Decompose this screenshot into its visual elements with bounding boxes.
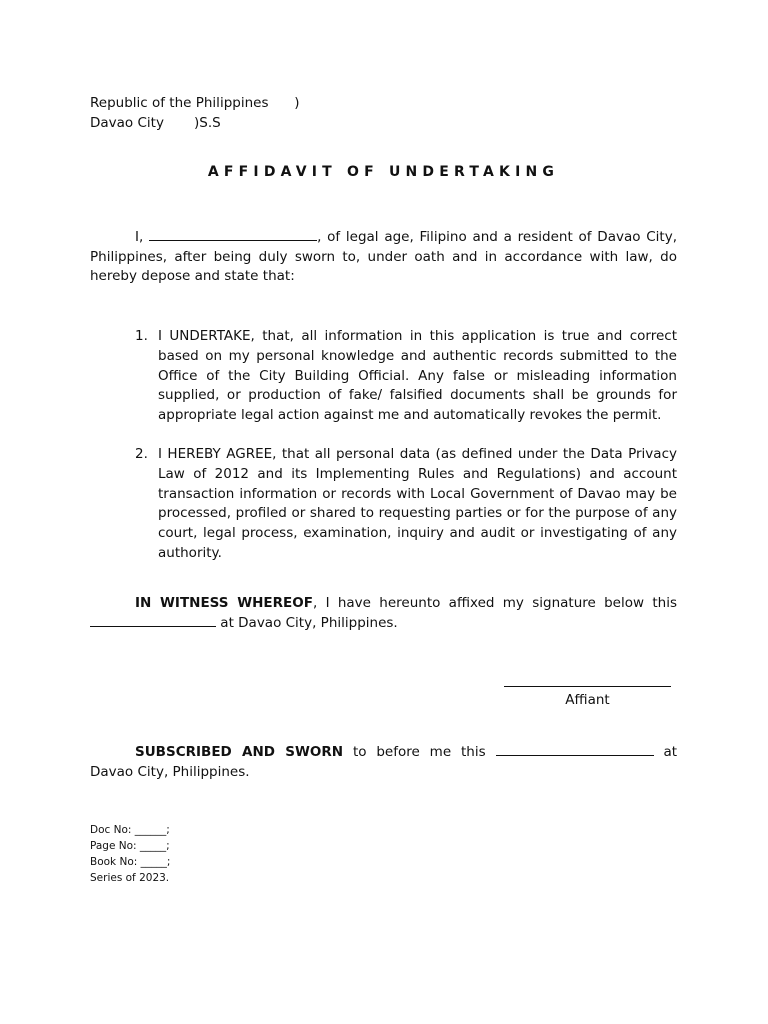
sworn-heading: SUBSCRIBED AND SWORN — [135, 744, 344, 760]
sworn-text: to before me this — [352, 744, 486, 760]
venue-city-line — [90, 113, 300, 133]
undertaking-list — [90, 327, 677, 564]
venue-country: Republic of the Philippines — [90, 95, 269, 111]
sworn-date-blank[interactable] — [496, 743, 654, 756]
intro-pronoun: I, — [135, 229, 144, 245]
affiant-name-blank[interactable] — [149, 228, 317, 241]
witness-tail: at Davao City, Philippines. — [220, 615, 398, 631]
affiant-signature-line[interactable] — [504, 686, 671, 687]
page-no: Page No: _____; — [90, 840, 170, 852]
list-item-text: I UNDERTAKE, that, all information in this application is true and correct based on my personal knowledge and authentic records submitted to the Office of the City Building Official. Any false or misleading information supplied, or production of fake/ falsified documents shall be grounds for appropriate legal action against me and automatically revokes the permit. — [158, 328, 677, 424]
sworn-paragraph — [90, 742, 677, 782]
intro-text: , of legal age, Filipino and a resident of Davao City, Philippines, after being duly sworn to, under oath and in accordance with law, do hereby depose and state that: — [90, 229, 678, 285]
doc-no: Doc No: ______; — [90, 824, 170, 836]
witness-heading: IN WITNESS WHEREOF — [135, 595, 313, 611]
venue-country-paren: ) — [294, 95, 300, 111]
venue-city: Davao City — [90, 115, 164, 131]
list-item-number: 1. — [135, 328, 148, 344]
venue-ss: )S.S — [194, 115, 221, 131]
list-item — [90, 327, 677, 426]
document-title: AFFIDAVIT OF UNDERTAKING — [207, 164, 560, 180]
book-no: Book No: _____; — [90, 856, 171, 868]
affidavit-page — [90, 0, 677, 1024]
venue-country-line — [90, 93, 300, 113]
series: Series of 2023. — [90, 872, 170, 884]
witness-date-blank[interactable] — [90, 614, 216, 627]
list-item — [90, 445, 677, 564]
intro-paragraph — [90, 228, 677, 287]
list-item-number: 2. — [135, 445, 148, 462]
witness-text: , I have hereunto affixed my signature below this — [312, 595, 677, 611]
venue-block — [90, 93, 300, 133]
affiant-label: Affiant — [565, 692, 610, 708]
notary-block — [90, 822, 170, 886]
sworn-tail: at Davao City, Philippines. — [90, 744, 678, 780]
witness-paragraph — [90, 593, 677, 633]
list-item-text: I HEREBY AGREE, that all personal data (as defined under the Data Privacy Law of 2012 and its Implementing Rules and Regulations) and account transaction information or records with Local Government of Davao may be processed, profiled or shared to requesting parties or for the purpose of any court, legal process, examination, inquiry and audit or investigating of any authority. — [158, 445, 677, 561]
